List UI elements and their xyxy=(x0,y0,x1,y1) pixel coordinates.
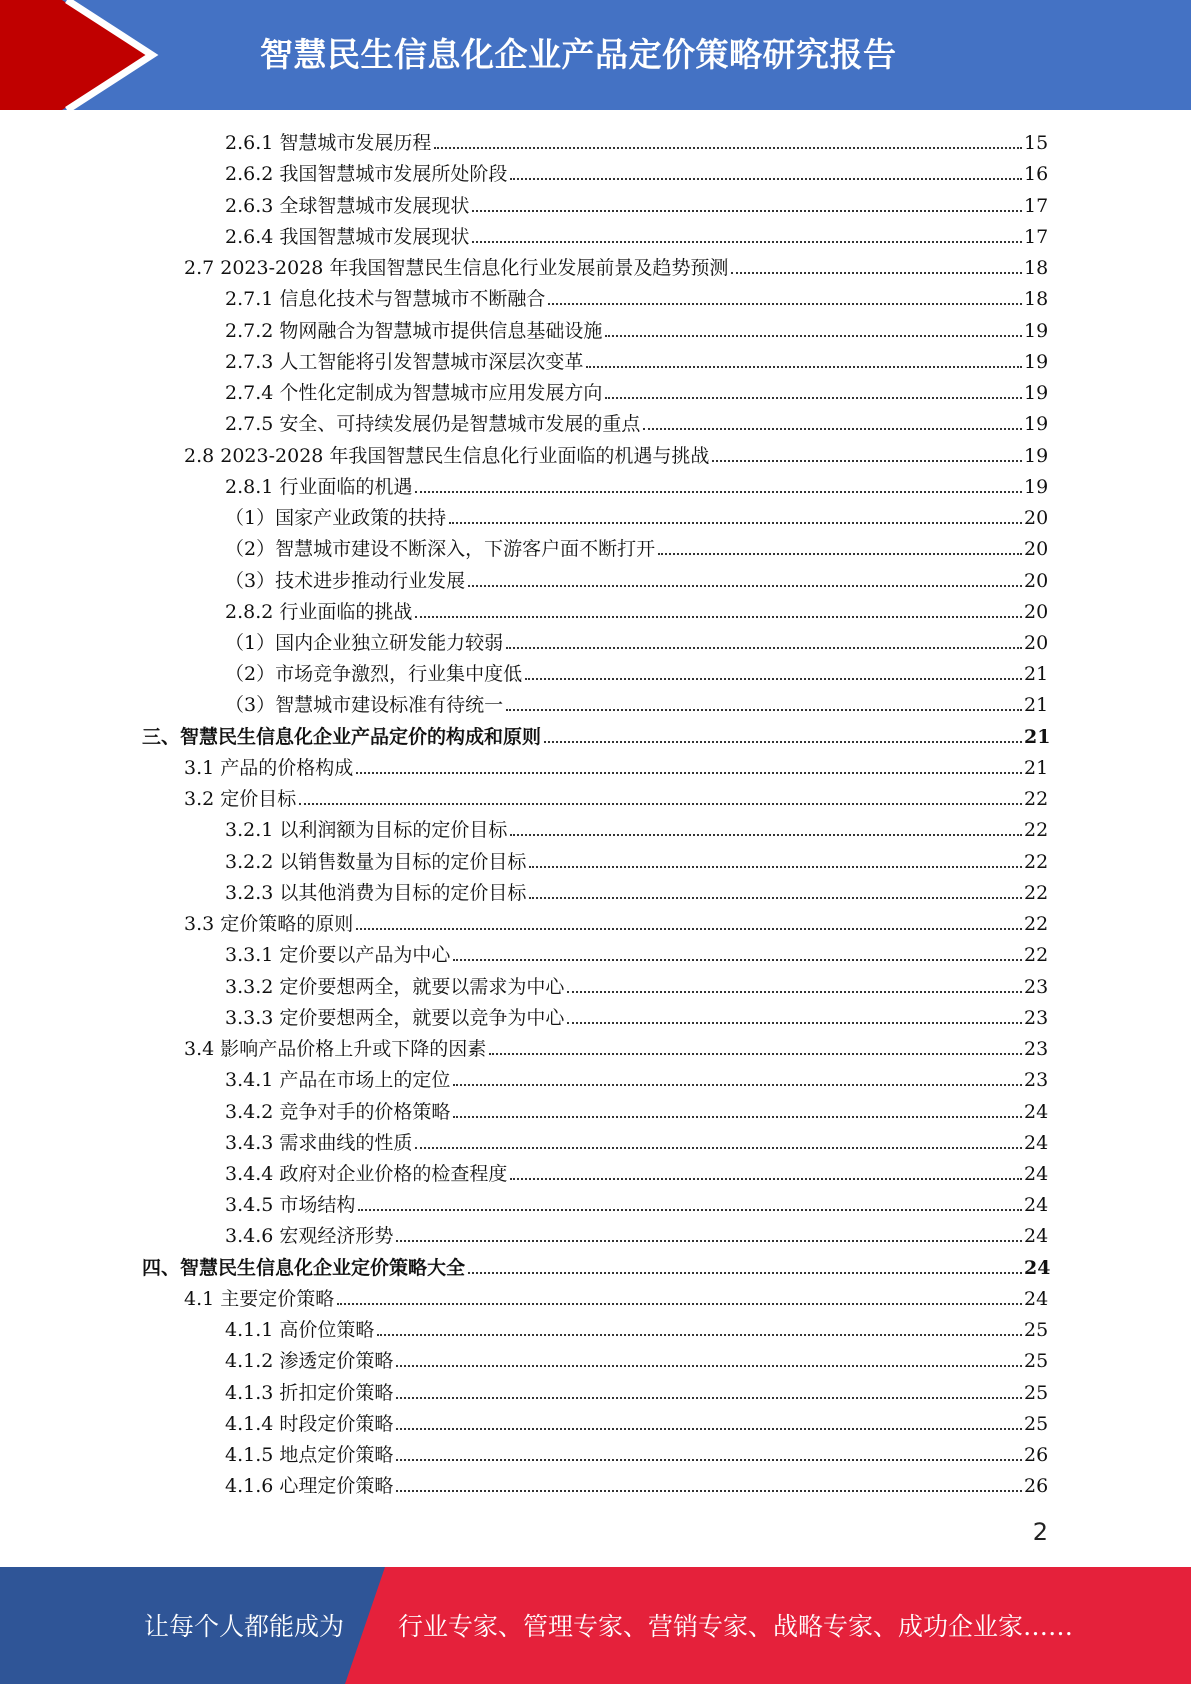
toc-entry-title: 2.7.5 安全、可持续发展仍是智慧城市发展的重点 xyxy=(225,413,641,436)
toc-entry-title: 2.7 2023-2028 年我国智慧民生信息化行业发展前景及趋势预测 xyxy=(184,257,729,280)
toc-entry-title: 2.7.1 信息化技术与智慧城市不断融合 xyxy=(225,288,546,311)
toc-dot-leader xyxy=(510,178,1022,180)
toc-entry[interactable] xyxy=(0,1346,1191,1377)
toc-entry-page: 17 xyxy=(1024,225,1049,248)
toc-entry[interactable] xyxy=(0,1252,1191,1283)
toc-entry-title: 3.3.3 定价要想两全，就要以竞争为中心 xyxy=(225,1006,565,1029)
toc-entry-page: 25 xyxy=(1024,1381,1049,1404)
toc-entry-title: （1）国内企业独立研发能力较弱 xyxy=(225,631,504,654)
toc-dot-leader xyxy=(453,1116,1022,1118)
toc-entry-title: 2.6.2 我国智慧城市发展所处阶段 xyxy=(225,163,508,186)
toc-dot-leader xyxy=(449,522,1022,524)
toc-entry-page: 15 xyxy=(1024,132,1049,155)
toc-entry-page: 24 xyxy=(1024,1256,1051,1279)
toc-entry-title: 3.4.3 需求曲线的性质 xyxy=(225,1131,413,1154)
toc-dot-leader xyxy=(358,1209,1022,1211)
toc-dot-leader xyxy=(712,460,1022,462)
footer-slogan-right: 行业专家、管理专家、营销专家、战略专家、成功企业家…… xyxy=(398,1612,1074,1641)
toc-dot-leader xyxy=(658,553,1022,555)
toc-entry[interactable] xyxy=(0,1377,1191,1408)
toc-entry[interactable] xyxy=(0,971,1191,1002)
toc-entry-page: 24 xyxy=(1024,1100,1049,1123)
toc-entry[interactable] xyxy=(0,253,1191,284)
toc-entry[interactable] xyxy=(0,940,1191,971)
toc-dot-leader xyxy=(453,959,1022,961)
toc-dot-leader xyxy=(396,1490,1022,1492)
toc-entry[interactable] xyxy=(0,1034,1191,1065)
toc-entry[interactable] xyxy=(0,846,1191,877)
toc-entry-title: 2.6.3 全球智慧城市发展现状 xyxy=(225,194,470,217)
toc-entry-page: 19 xyxy=(1024,413,1049,436)
toc-entry-page: 24 xyxy=(1024,1225,1049,1248)
toc-entry[interactable] xyxy=(0,1315,1191,1346)
toc-dot-leader xyxy=(396,1365,1022,1367)
toc-entry[interactable] xyxy=(0,815,1191,846)
toc-entry-page: 21 xyxy=(1024,725,1051,748)
toc-entry-page: 26 xyxy=(1024,1444,1049,1467)
toc-entry-page: 19 xyxy=(1024,475,1049,498)
toc-entry-title: 四、智慧民生信息化企业定价策略大全 xyxy=(142,1256,466,1279)
toc-entry[interactable] xyxy=(0,128,1191,159)
toc-entry-page: 24 xyxy=(1024,1194,1049,1217)
toc-dot-leader xyxy=(567,991,1022,993)
toc-entry-page: 19 xyxy=(1024,350,1049,373)
toc-entry[interactable] xyxy=(0,597,1191,628)
toc-entry[interactable] xyxy=(0,159,1191,190)
toc-entry[interactable] xyxy=(0,409,1191,440)
toc-entry-title: （2）智慧城市建设不断深入，下游客户面不断打开 xyxy=(225,538,656,561)
toc-entry-title: 2.7.3 人工智能将引发智慧城市深层次变革 xyxy=(225,350,584,373)
toc-entry[interactable] xyxy=(0,1221,1191,1252)
toc-entry-page: 20 xyxy=(1024,631,1049,654)
toc-entry-page: 20 xyxy=(1024,600,1049,623)
toc-entry[interactable] xyxy=(0,222,1191,253)
toc-entry[interactable] xyxy=(0,753,1191,784)
toc-entry-page: 16 xyxy=(1024,163,1049,186)
toc-entry-page: 19 xyxy=(1024,382,1049,405)
toc-dot-leader xyxy=(415,616,1022,618)
red-arrow-shape xyxy=(0,0,150,110)
toc-entry-title: 2.6.1 智慧城市发展历程 xyxy=(225,132,432,155)
toc-entry-page: 22 xyxy=(1024,850,1049,873)
toc-entry[interactable] xyxy=(0,284,1191,315)
toc-entry[interactable] xyxy=(0,1096,1191,1127)
toc-dot-leader xyxy=(468,1272,1022,1274)
toc-dot-leader xyxy=(299,803,1022,805)
toc-entry[interactable] xyxy=(0,628,1191,659)
toc-entry-title: 3.4.4 政府对企业价格的检查程度 xyxy=(225,1162,508,1185)
page-number: 2 xyxy=(1032,1518,1048,1546)
toc-dot-leader xyxy=(472,210,1022,212)
toc-dot-leader xyxy=(586,366,1022,368)
toc-entry-page: 22 xyxy=(1024,788,1049,811)
toc-dot-leader xyxy=(506,709,1022,711)
toc-entry-title: 4.1.5 地点定价策略 xyxy=(225,1444,394,1467)
toc-entry-page: 25 xyxy=(1024,1412,1049,1435)
toc-entry-title: 3.2.3 以其他消费为目标的定价目标 xyxy=(225,881,527,904)
toc-entry-title: 3.2.1 以利润额为目标的定价目标 xyxy=(225,819,508,842)
toc-entry-title: 3.4.5 市场结构 xyxy=(225,1194,356,1217)
toc-entry-page: 21 xyxy=(1024,756,1049,779)
toc-entry-title: （3）技术进步推动行业发展 xyxy=(225,569,466,592)
toc-entry-page: 26 xyxy=(1024,1475,1049,1498)
toc-entry[interactable] xyxy=(0,690,1191,721)
toc-entry-page: 22 xyxy=(1024,881,1049,904)
toc-dot-leader xyxy=(434,147,1022,149)
toc-dot-leader xyxy=(356,772,1022,774)
toc-dot-leader xyxy=(506,647,1022,649)
toc-entry-title: 4.1.2 渗透定价策略 xyxy=(225,1350,394,1373)
toc-dot-leader xyxy=(396,1428,1022,1430)
toc-entry[interactable] xyxy=(0,1128,1191,1159)
table-of-contents xyxy=(0,128,1191,1502)
toc-entry[interactable] xyxy=(0,378,1191,409)
toc-entry[interactable] xyxy=(0,503,1191,534)
toc-entry[interactable] xyxy=(0,347,1191,378)
toc-entry-title: 4.1 主要定价策略 xyxy=(184,1287,335,1310)
toc-entry-title: 3.4.6 宏观经济形势 xyxy=(225,1225,394,1248)
toc-entry[interactable] xyxy=(0,472,1191,503)
toc-dot-leader xyxy=(529,866,1022,868)
toc-entry-title: 3.4.1 产品在市场上的定位 xyxy=(225,1069,451,1092)
toc-dot-leader xyxy=(525,678,1022,680)
toc-dot-leader xyxy=(567,1022,1022,1024)
toc-entry-title: 三、智慧民生信息化企业产品定价的构成和原则 xyxy=(142,725,542,748)
page-header xyxy=(0,0,1191,110)
toc-entry-title: 3.3 定价策略的原则 xyxy=(184,913,354,936)
toc-dot-leader xyxy=(468,585,1022,587)
toc-entry-title: 4.1.3 折扣定价策略 xyxy=(225,1381,394,1404)
toc-entry-title: 4.1.6 心理定价策略 xyxy=(225,1475,394,1498)
toc-entry-title: 3.3.2 定价要想两全，就要以需求为中心 xyxy=(225,975,565,998)
toc-entry-title: （2）市场竞争激烈，行业集中度低 xyxy=(225,663,523,686)
toc-dot-leader xyxy=(544,741,1022,743)
toc-dot-leader xyxy=(643,428,1022,430)
toc-entry-page: 18 xyxy=(1024,257,1049,280)
toc-entry-page: 24 xyxy=(1024,1131,1049,1154)
toc-entry-page: 21 xyxy=(1024,663,1049,686)
toc-entry-page: 24 xyxy=(1024,1162,1049,1185)
toc-dot-leader xyxy=(510,1178,1022,1180)
toc-entry[interactable] xyxy=(0,1471,1191,1502)
toc-dot-leader xyxy=(510,834,1022,836)
toc-entry-title: 3.4.2 竞争对手的价格策略 xyxy=(225,1100,451,1123)
toc-dot-leader xyxy=(337,1303,1022,1305)
toc-dot-leader xyxy=(377,1334,1022,1336)
toc-dot-leader xyxy=(472,241,1022,243)
toc-entry[interactable] xyxy=(0,1159,1191,1190)
toc-entry-title: 3.1 产品的价格构成 xyxy=(184,756,354,779)
toc-entry-title: 2.8 2023-2028 年我国智慧民生信息化行业面临的机遇与挑战 xyxy=(184,444,710,467)
toc-entry-title: 4.1.1 高价位策略 xyxy=(225,1319,375,1342)
toc-entry-title: 2.6.4 我国智慧城市发展现状 xyxy=(225,225,470,248)
toc-entry-page: 22 xyxy=(1024,913,1049,936)
toc-entry-page: 20 xyxy=(1024,569,1049,592)
toc-dot-leader xyxy=(731,272,1022,274)
toc-entry-page: 21 xyxy=(1024,694,1049,717)
toc-dot-leader xyxy=(489,1053,1022,1055)
footer-slogan-left: 让每个人都能成为 xyxy=(144,1612,345,1641)
toc-entry[interactable] xyxy=(0,721,1191,752)
toc-entry-page: 20 xyxy=(1024,538,1049,561)
toc-entry-page: 23 xyxy=(1024,1006,1049,1029)
toc-entry-title: 2.7.4 个性化定制成为智慧城市应用发展方向 xyxy=(225,382,603,405)
toc-dot-leader xyxy=(453,1084,1022,1086)
toc-entry[interactable] xyxy=(0,1190,1191,1221)
toc-entry[interactable] xyxy=(0,315,1191,346)
toc-entry-page: 25 xyxy=(1024,1319,1049,1342)
toc-entry-title: 4.1.4 时段定价策略 xyxy=(225,1412,394,1435)
toc-entry[interactable] xyxy=(0,1003,1191,1034)
toc-entry-title: 2.8.1 行业面临的机遇 xyxy=(225,475,413,498)
toc-dot-leader xyxy=(356,928,1022,930)
toc-entry[interactable] xyxy=(0,1065,1191,1096)
toc-entry[interactable] xyxy=(0,565,1191,596)
toc-entry[interactable] xyxy=(0,440,1191,471)
toc-entry-page: 23 xyxy=(1024,1038,1049,1061)
toc-entry[interactable] xyxy=(0,784,1191,815)
report-title: 智慧民生信息化企业产品定价策略研究报告 xyxy=(260,35,897,74)
toc-entry-page: 22 xyxy=(1024,819,1049,842)
toc-entry[interactable] xyxy=(0,190,1191,221)
toc-entry-page: 25 xyxy=(1024,1350,1049,1373)
toc-entry[interactable] xyxy=(0,878,1191,909)
toc-entry-title: （1）国家产业政策的扶持 xyxy=(225,507,447,530)
toc-entry-title: 3.3.1 定价要以产品为中心 xyxy=(225,944,451,967)
toc-dot-leader xyxy=(415,1147,1022,1149)
toc-entry[interactable] xyxy=(0,534,1191,565)
toc-entry-page: 23 xyxy=(1024,975,1049,998)
toc-entry[interactable] xyxy=(0,909,1191,940)
toc-dot-leader xyxy=(529,897,1022,899)
toc-entry-page: 24 xyxy=(1024,1287,1049,1310)
toc-entry[interactable] xyxy=(0,1284,1191,1315)
toc-entry-title: 2.8.2 行业面临的挑战 xyxy=(225,600,413,623)
toc-entry-title: 3.2.2 以销售数量为目标的定价目标 xyxy=(225,850,527,873)
toc-dot-leader xyxy=(605,335,1022,337)
toc-entry[interactable] xyxy=(0,1409,1191,1440)
toc-dot-leader xyxy=(605,397,1022,399)
toc-entry[interactable] xyxy=(0,1440,1191,1471)
toc-dot-leader xyxy=(548,303,1022,305)
toc-dot-leader xyxy=(415,491,1022,493)
toc-dot-leader xyxy=(396,1397,1022,1399)
toc-entry-title: 3.4 影响产品价格上升或下降的因素 xyxy=(184,1038,487,1061)
page-footer xyxy=(0,1567,1191,1684)
toc-entry-page: 19 xyxy=(1024,444,1049,467)
toc-dot-leader xyxy=(396,1240,1022,1242)
toc-dot-leader xyxy=(396,1459,1022,1461)
toc-entry[interactable] xyxy=(0,659,1191,690)
toc-entry-page: 22 xyxy=(1024,944,1049,967)
toc-entry-page: 23 xyxy=(1024,1069,1049,1092)
toc-entry-title: 2.7.2 物网融合为智慧城市提供信息基础设施 xyxy=(225,319,603,342)
toc-entry-page: 20 xyxy=(1024,507,1049,530)
toc-entry-title: （3）智慧城市建设标准有待统一 xyxy=(225,694,504,717)
toc-entry-page: 19 xyxy=(1024,319,1049,342)
toc-entry-title: 3.2 定价目标 xyxy=(184,788,297,811)
toc-entry-page: 18 xyxy=(1024,288,1049,311)
toc-entry-page: 17 xyxy=(1024,194,1049,217)
